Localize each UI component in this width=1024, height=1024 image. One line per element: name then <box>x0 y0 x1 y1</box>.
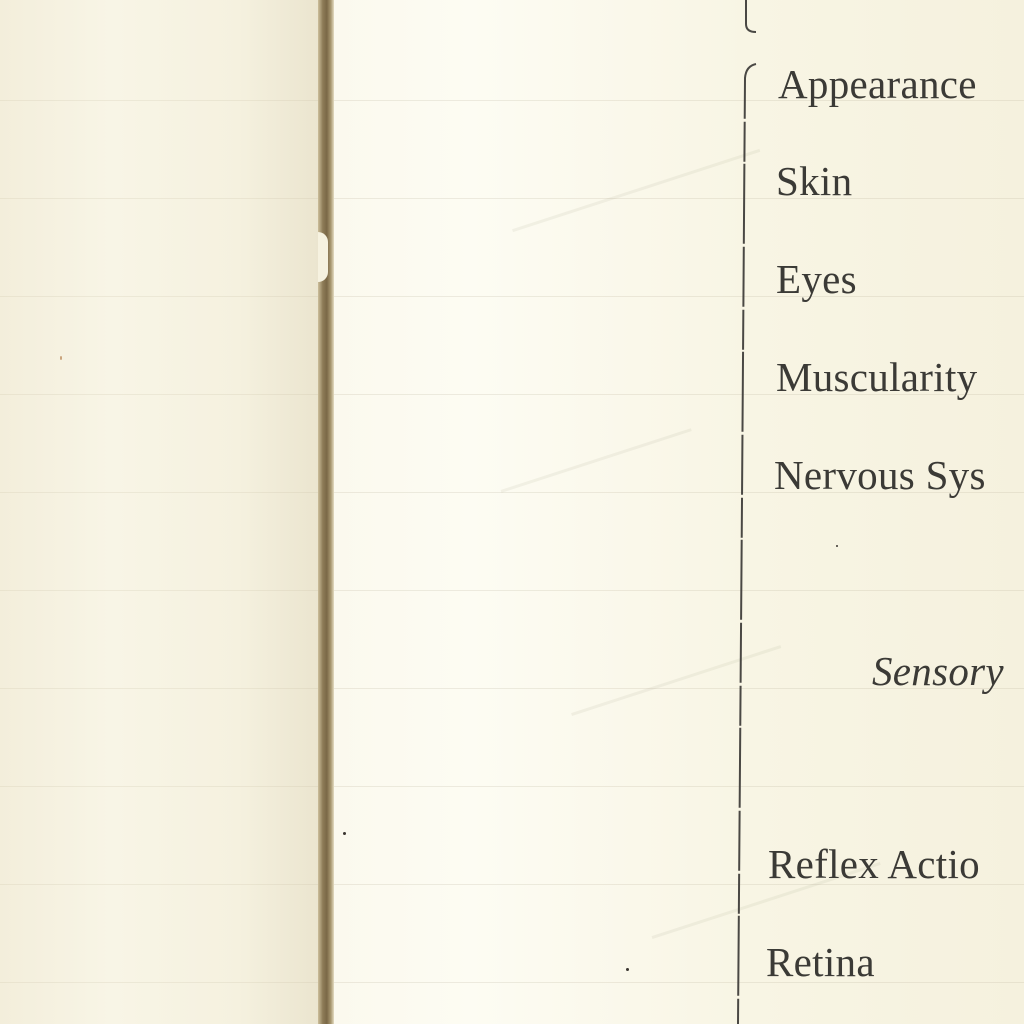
ink-speck <box>343 832 346 835</box>
bracket-line <box>720 0 760 1024</box>
ruled-line <box>334 296 1024 297</box>
ruled-line <box>334 982 1024 983</box>
entry-appearance: Appearance <box>778 61 977 107</box>
ruled-line <box>0 688 318 689</box>
ink-speck <box>626 968 629 971</box>
bracket-vertical <box>738 64 756 1024</box>
ruled-line <box>334 590 1024 591</box>
ruled-line <box>0 590 318 591</box>
ruled-line <box>0 492 318 493</box>
page-tear <box>318 232 328 282</box>
ink-speck <box>836 545 838 547</box>
paper-speck <box>60 356 62 360</box>
ruled-line <box>0 198 318 199</box>
ruled-line <box>334 786 1024 787</box>
left-page <box>0 0 318 1024</box>
entry-reflex-action: Reflex Actio <box>768 841 980 887</box>
ruled-line <box>0 786 318 787</box>
entry-retina: Retina <box>766 939 875 985</box>
ruled-line <box>0 884 318 885</box>
ruled-line <box>334 198 1024 199</box>
ruled-line <box>0 394 318 395</box>
entry-sensory: Sensory <box>872 648 1004 694</box>
bracket-end-top <box>746 0 756 32</box>
ruled-line <box>0 296 318 297</box>
entry-skin: Skin <box>776 158 853 204</box>
ruled-line <box>0 982 318 983</box>
entry-muscularity: Muscularity <box>776 354 978 400</box>
ruled-line <box>0 100 318 101</box>
entry-eyes: Eyes <box>776 256 857 302</box>
book-gutter <box>318 0 334 1024</box>
entry-nervous-system: Nervous Sys <box>774 452 986 498</box>
